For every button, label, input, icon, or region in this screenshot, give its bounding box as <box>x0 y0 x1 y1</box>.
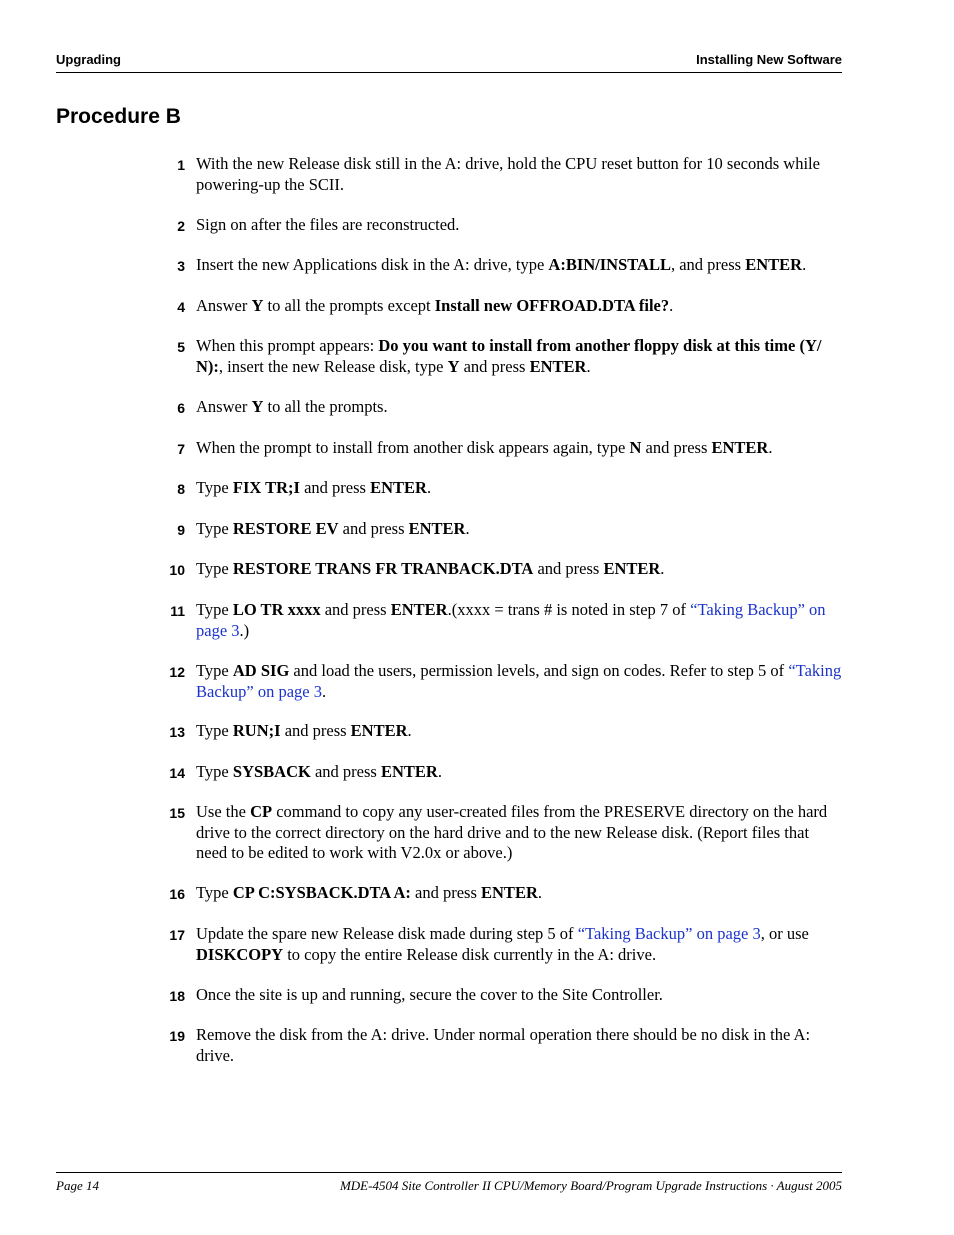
command-text: RESTORE EV <box>232 519 339 538</box>
command-text: Install new OFFROAD.DTA file? <box>434 296 670 315</box>
step-text-fragment: Use the <box>196 802 251 821</box>
step-text-fragment: With the new Release disk still in the A: drive, hold the CPU reset button for 10 seconds while powering-up the SCII. <box>196 154 820 194</box>
command-text: AD SIG <box>232 661 290 680</box>
command-text: ENTER <box>380 762 438 781</box>
header-section-title: Upgrading <box>56 52 121 67</box>
page-footer <box>56 1172 842 1193</box>
step-text-fragment: Type <box>196 661 233 680</box>
step-number: 6 <box>177 400 185 416</box>
step-text-fragment: .(xxxx = trans # is noted in step 7 of <box>447 600 691 619</box>
step-text-fragment: and press <box>299 478 371 497</box>
cross-reference-link[interactable]: “Taking Backup” on page 3 <box>196 600 826 640</box>
command-text: DISKCOPY <box>196 944 284 964</box>
header-chapter-title: Installing New Software <box>696 52 842 67</box>
step-text-fragment: Type <box>196 478 233 497</box>
step-text <box>196 661 844 702</box>
step-number: 7 <box>177 441 185 457</box>
step-text <box>196 154 844 195</box>
step-text-fragment: and press <box>280 721 351 740</box>
step-text-fragment: Answer <box>196 296 252 315</box>
step-number: 10 <box>169 562 185 578</box>
step-text <box>196 762 844 783</box>
step-number: 14 <box>169 765 185 781</box>
step-number: 3 <box>177 258 185 274</box>
page-title: Procedure B <box>56 105 181 128</box>
step-text-fragment: Type <box>196 519 233 538</box>
page-header <box>56 52 842 73</box>
step-text-fragment: to all the prompts. <box>263 397 388 416</box>
step-text-fragment: . <box>586 356 591 376</box>
step-text <box>196 1025 844 1066</box>
step-text-fragment: Update the spare new Release disk made during step 5 of <box>196 924 578 943</box>
step-text-fragment: . <box>768 438 773 457</box>
step-text <box>196 924 844 965</box>
step-text-fragment: command to copy any user-created files from the PRESERVE directory on the hard drive to the correct directory on the hard drive and to the new Release disk. (Report files that need to be edited to work with V2.0x or above.) <box>196 802 828 862</box>
command-text: ENTER <box>408 519 466 538</box>
step-number: 11 <box>170 603 185 619</box>
step-text <box>196 478 844 499</box>
step-text <box>196 559 844 580</box>
command-text: ENTER <box>745 255 803 274</box>
step-text-fragment: . <box>407 721 412 740</box>
step-text <box>196 721 844 742</box>
step-number: 8 <box>177 481 185 497</box>
step-text-fragment: and press <box>320 600 391 619</box>
step-text-fragment: Type <box>196 883 233 902</box>
command-text: Do you want to install from another floppy disk at this time (Y/ N): <box>196 336 822 376</box>
step-text <box>196 519 844 540</box>
step-text-fragment: When the prompt to install from another disk appears again, type <box>196 438 630 457</box>
command-text: LO TR xxxx <box>232 600 321 619</box>
footer-page-number: Page 14 <box>56 1178 99 1193</box>
step-text-fragment: Answer <box>196 397 252 416</box>
cross-reference-link[interactable]: “Taking Backup” on page 3 <box>196 661 842 701</box>
step-text-fragment: to all the prompts except <box>263 296 435 315</box>
command-text: CP <box>250 802 273 821</box>
step-text <box>196 215 844 236</box>
step-text-fragment: and press <box>641 438 712 457</box>
step-text-fragment: Type <box>196 559 233 578</box>
step-number: 2 <box>177 218 185 234</box>
step-text-fragment: Insert the new Applications disk in the A: drive, type <box>196 255 549 274</box>
step-text <box>196 296 844 317</box>
step-text-fragment: . <box>802 255 807 274</box>
command-text: ENTER <box>481 883 538 902</box>
step-text-fragment: Remove the disk from the A: drive. Under normal operation there should be no disk in the A: drive. <box>196 1025 811 1065</box>
footer-document-title: MDE-4504 Site Controller II CPU/Memory Board/Program Upgrade Instructions · August 2005 <box>339 1178 842 1193</box>
step-text-fragment: and press <box>459 356 530 376</box>
command-text: Y <box>447 356 460 376</box>
step-text <box>196 336 844 377</box>
step-text-fragment: When this prompt appears: <box>196 336 379 355</box>
step-number: 13 <box>169 724 185 740</box>
step-text-fragment: . <box>669 296 674 315</box>
step-number: 1 <box>177 157 185 173</box>
step-number: 18 <box>169 988 185 1004</box>
step-text <box>196 883 844 904</box>
step-number: 15 <box>169 805 185 821</box>
command-text: Y <box>251 296 264 315</box>
step-number: 9 <box>177 522 185 538</box>
step-text <box>196 397 844 418</box>
command-text: RESTORE TRANS FR TRANBACK.DTA <box>232 559 534 578</box>
command-text: SYSBACK <box>232 762 311 781</box>
step-text-fragment: and press <box>310 762 381 781</box>
command-text: Y <box>251 397 264 416</box>
step-text-fragment: . <box>322 681 327 701</box>
step-text-fragment: and press <box>533 559 604 578</box>
command-text: N <box>629 438 642 457</box>
step-text-fragment: . <box>465 519 470 538</box>
step-text-fragment: Type <box>196 600 233 619</box>
step-text-fragment: , or use <box>760 924 809 943</box>
step-text <box>196 985 844 1006</box>
command-text: ENTER <box>350 721 408 740</box>
step-text-fragment: Sign on after the files are reconstructed. <box>196 215 460 234</box>
command-text: ENTER <box>370 478 427 497</box>
step-text-fragment: to copy the entire Release disk currently in the A: drive. <box>283 944 657 964</box>
command-text: ENTER <box>390 600 448 619</box>
command-text: ENTER <box>711 438 769 457</box>
step-number: 16 <box>169 886 185 902</box>
step-text-fragment: , insert the new Release disk, type <box>218 356 448 376</box>
step-number: 19 <box>169 1028 185 1044</box>
step-number: 5 <box>177 339 185 355</box>
cross-reference-link[interactable]: “Taking Backup” on page 3 <box>577 924 761 943</box>
step-text-fragment: and press <box>410 883 482 902</box>
step-text-fragment: . <box>537 883 542 902</box>
step-text-fragment: , and press <box>670 255 746 274</box>
step-text-fragment: . <box>437 762 442 781</box>
command-text: CP C:SYSBACK.DTA A: <box>232 883 411 902</box>
command-text: ENTER <box>529 356 587 376</box>
step-text-fragment: and load the users, permission levels, and sign on codes. Refer to step 5 of <box>289 661 789 680</box>
step-number: 4 <box>177 299 185 315</box>
command-text: FIX TR;I <box>232 478 300 497</box>
step-text <box>196 255 844 276</box>
step-text-fragment: . <box>426 478 432 497</box>
step-text-fragment: Once the site is up and running, secure the cover to the Site Controller. <box>196 985 663 1004</box>
command-text: ENTER <box>603 559 661 578</box>
command-text: A:BIN/INSTALL <box>548 255 671 274</box>
step-text-fragment: Type <box>196 762 233 781</box>
step-text-fragment: and press <box>338 519 409 538</box>
step-text <box>196 600 844 641</box>
step-text-fragment: Type <box>196 721 233 740</box>
step-number: 12 <box>169 664 185 680</box>
step-text-fragment: . <box>660 559 665 578</box>
step-text <box>196 438 844 459</box>
command-text: RUN;I <box>232 721 281 740</box>
step-text <box>196 802 844 864</box>
step-text-fragment: .) <box>239 620 250 640</box>
step-number: 17 <box>169 927 185 943</box>
